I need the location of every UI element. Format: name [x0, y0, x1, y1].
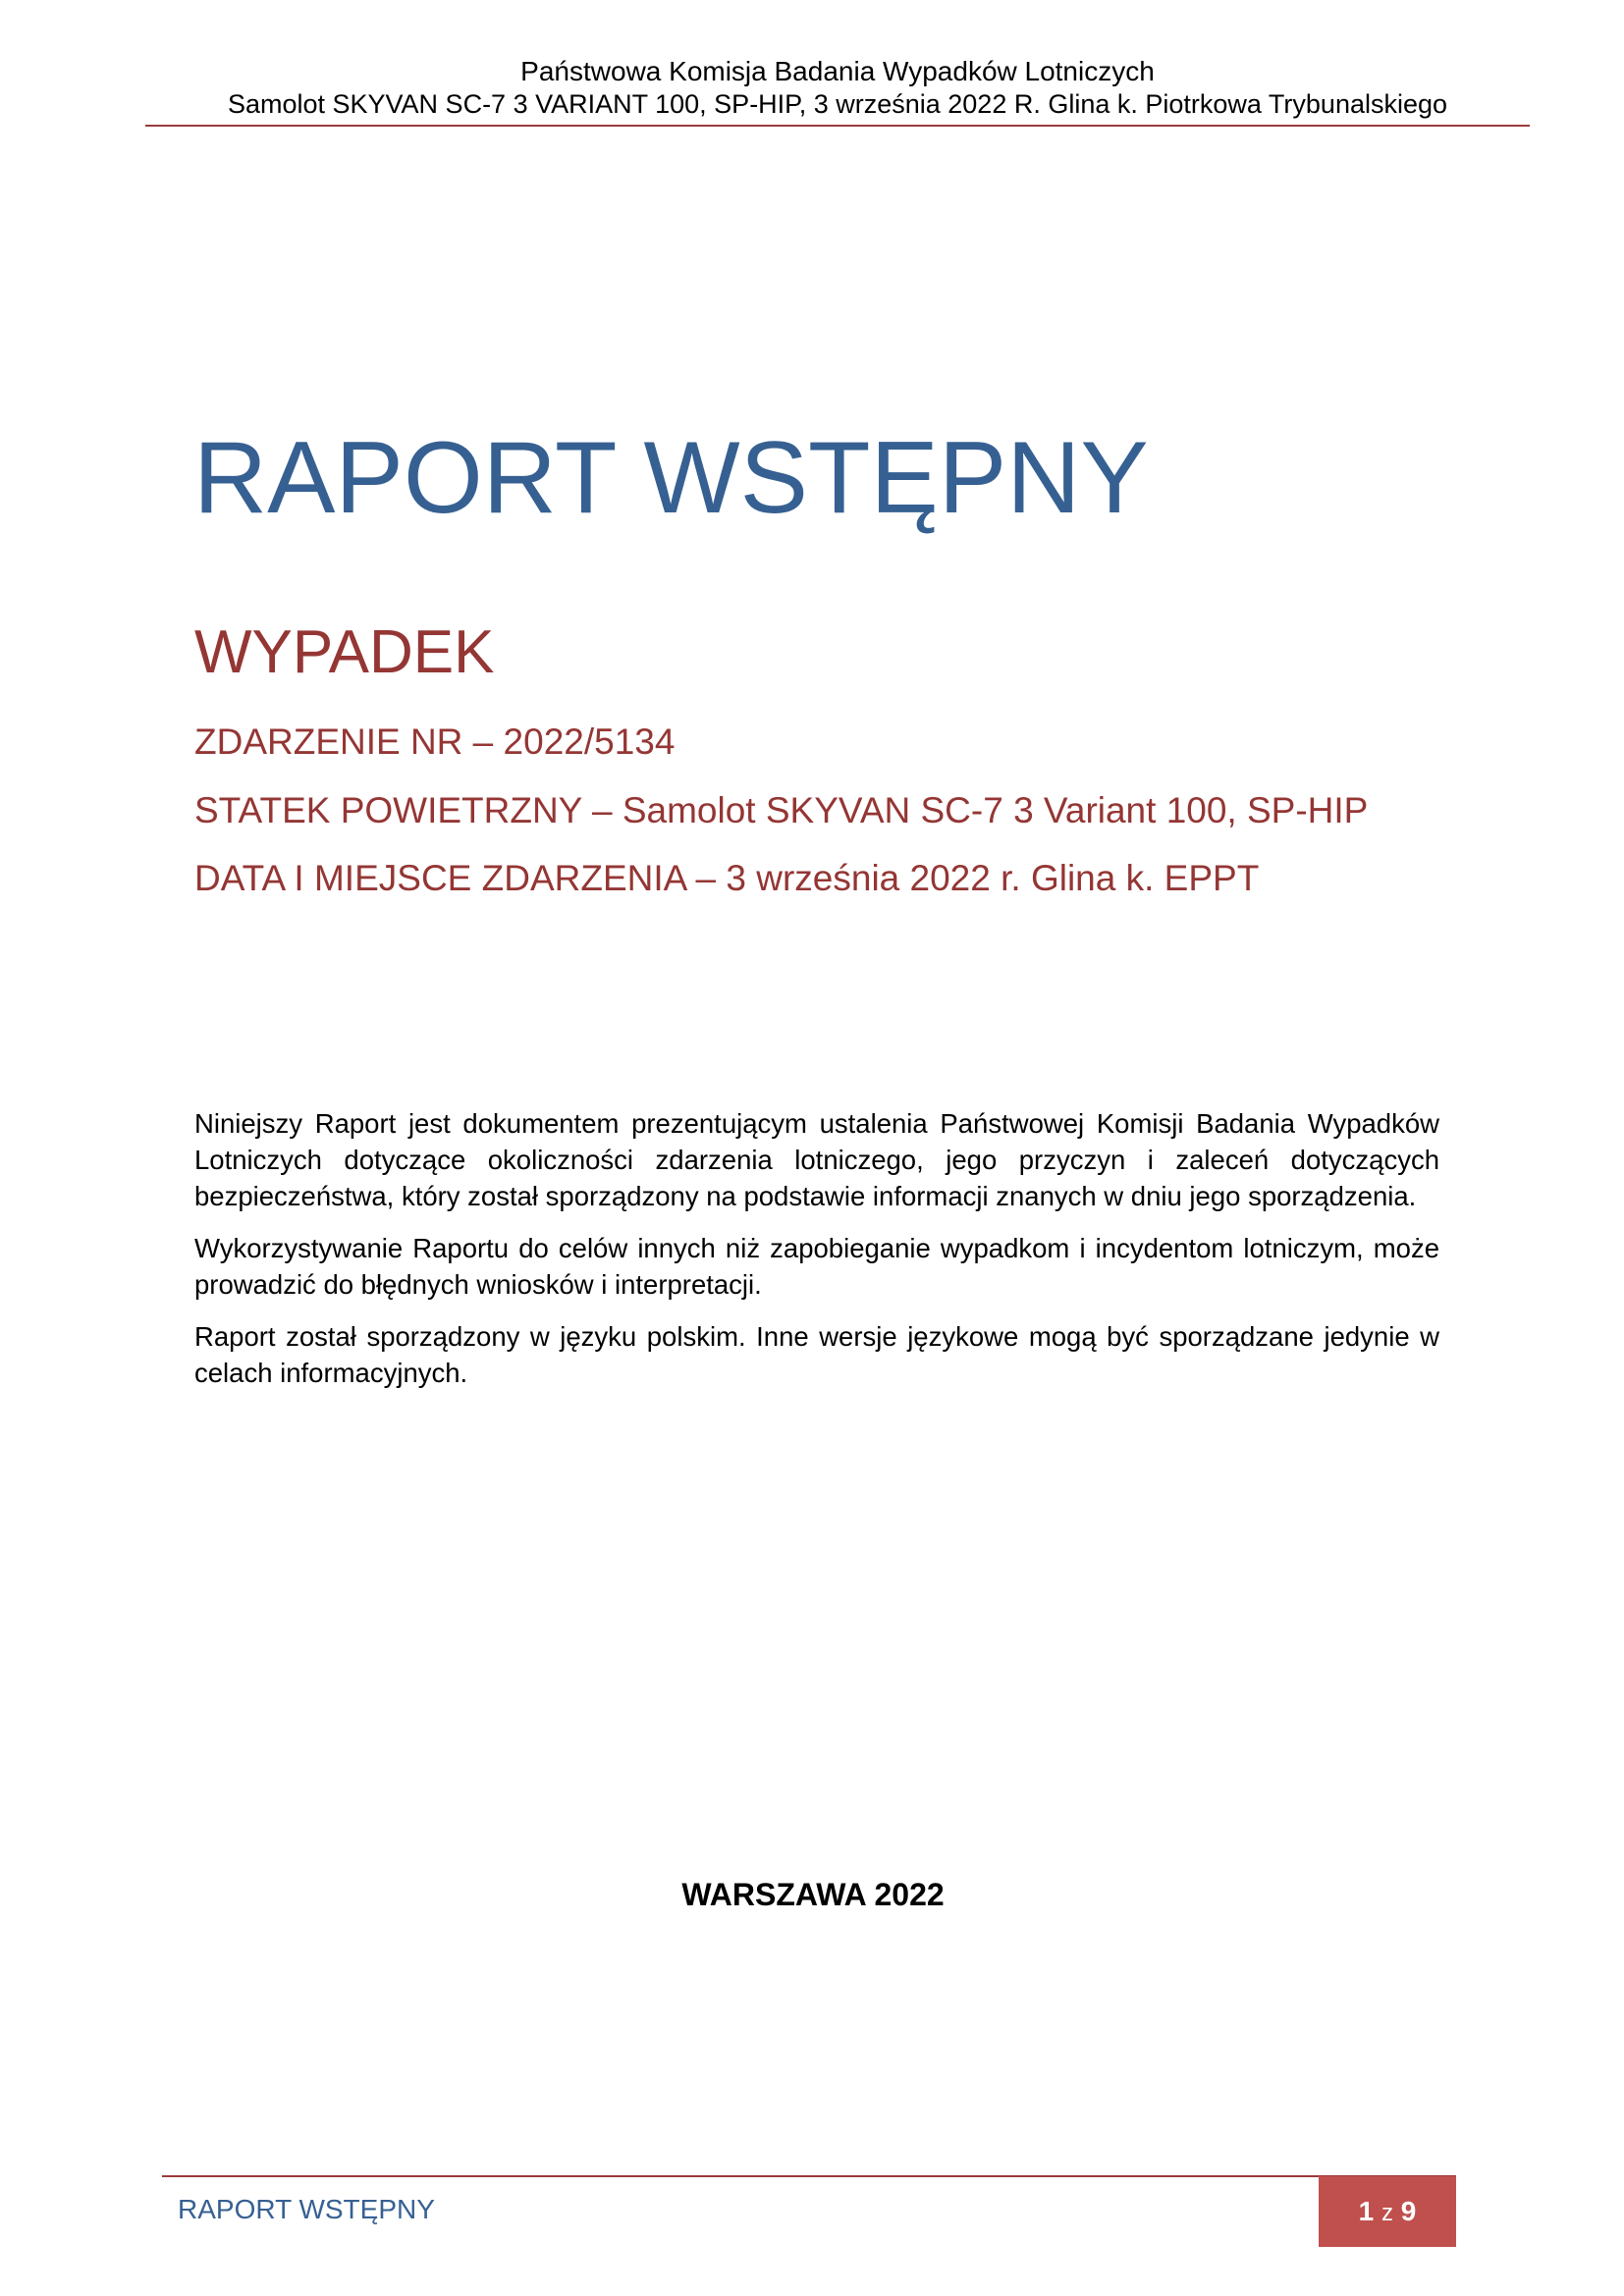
event-type-heading: WYPADEK — [194, 618, 495, 686]
header-organization: Państwowa Komisja Badania Wypadków Lotniczych — [520, 56, 1155, 86]
report-title: RAPORT WSTĘPNY — [193, 421, 1149, 535]
place-and-year: WARSZAWA 2022 — [681, 1877, 945, 1912]
footer-divider — [162, 2175, 1456, 2177]
header-divider — [145, 125, 1530, 127]
disclaimer-paragraph-1: Niniejszy Raport jest dokumentem prezentującym ustalenia Państwowej Komisji Badania Wypadków Lotniczych dotyczące okoliczności zdarzenia lotniczego, jego przyczyn i zaleceń dotyczących bezpieczeństwa, który został sporządzony na podstawie informacji znanych w dniu jego sporządzenia. — [194, 1108, 1439, 1211]
header-subject: Samolot SKYVAN SC-7 3 VARIANT 100, SP-HIP, 3 września 2022 R. Glina k. Piotrkowa Trybunalskiego — [227, 89, 1448, 119]
page-number-box — [1319, 2176, 1456, 2247]
page-separator: z — [1381, 2200, 1393, 2226]
disclaimer-text — [194, 1105, 1439, 1407]
event-number: ZDARZENIE NR – 2022/5134 — [194, 721, 676, 762]
disclaimer-paragraph-2: Wykorzystywanie Raportu do celów innych niż zapobieganie wypadkom i incydentom lotniczym, może prowadzić do błędnych wniosków i interpretacji. — [194, 1233, 1439, 1300]
page-total: 9 — [1400, 2196, 1417, 2226]
footer-label: RAPORT WSTĘPNY — [178, 2194, 435, 2224]
event-date-place: DATA I MIEJSCE ZDARZENIA – 3 września 2022 r. Glina k. EPPT — [194, 858, 1260, 898]
disclaimer-paragraph-3: Raport został sporządzony w języku polskim. Inne wersje językowe mogą być sporządzane jedynie w celach informacyjnych. — [194, 1321, 1439, 1388]
aircraft-info: STATEK POWIETRZNY – Samolot SKYVAN SC-7 3 Variant 100, SP-HIP — [194, 790, 1369, 830]
page-current: 1 — [1358, 2196, 1375, 2226]
page-header — [145, 55, 1530, 121]
